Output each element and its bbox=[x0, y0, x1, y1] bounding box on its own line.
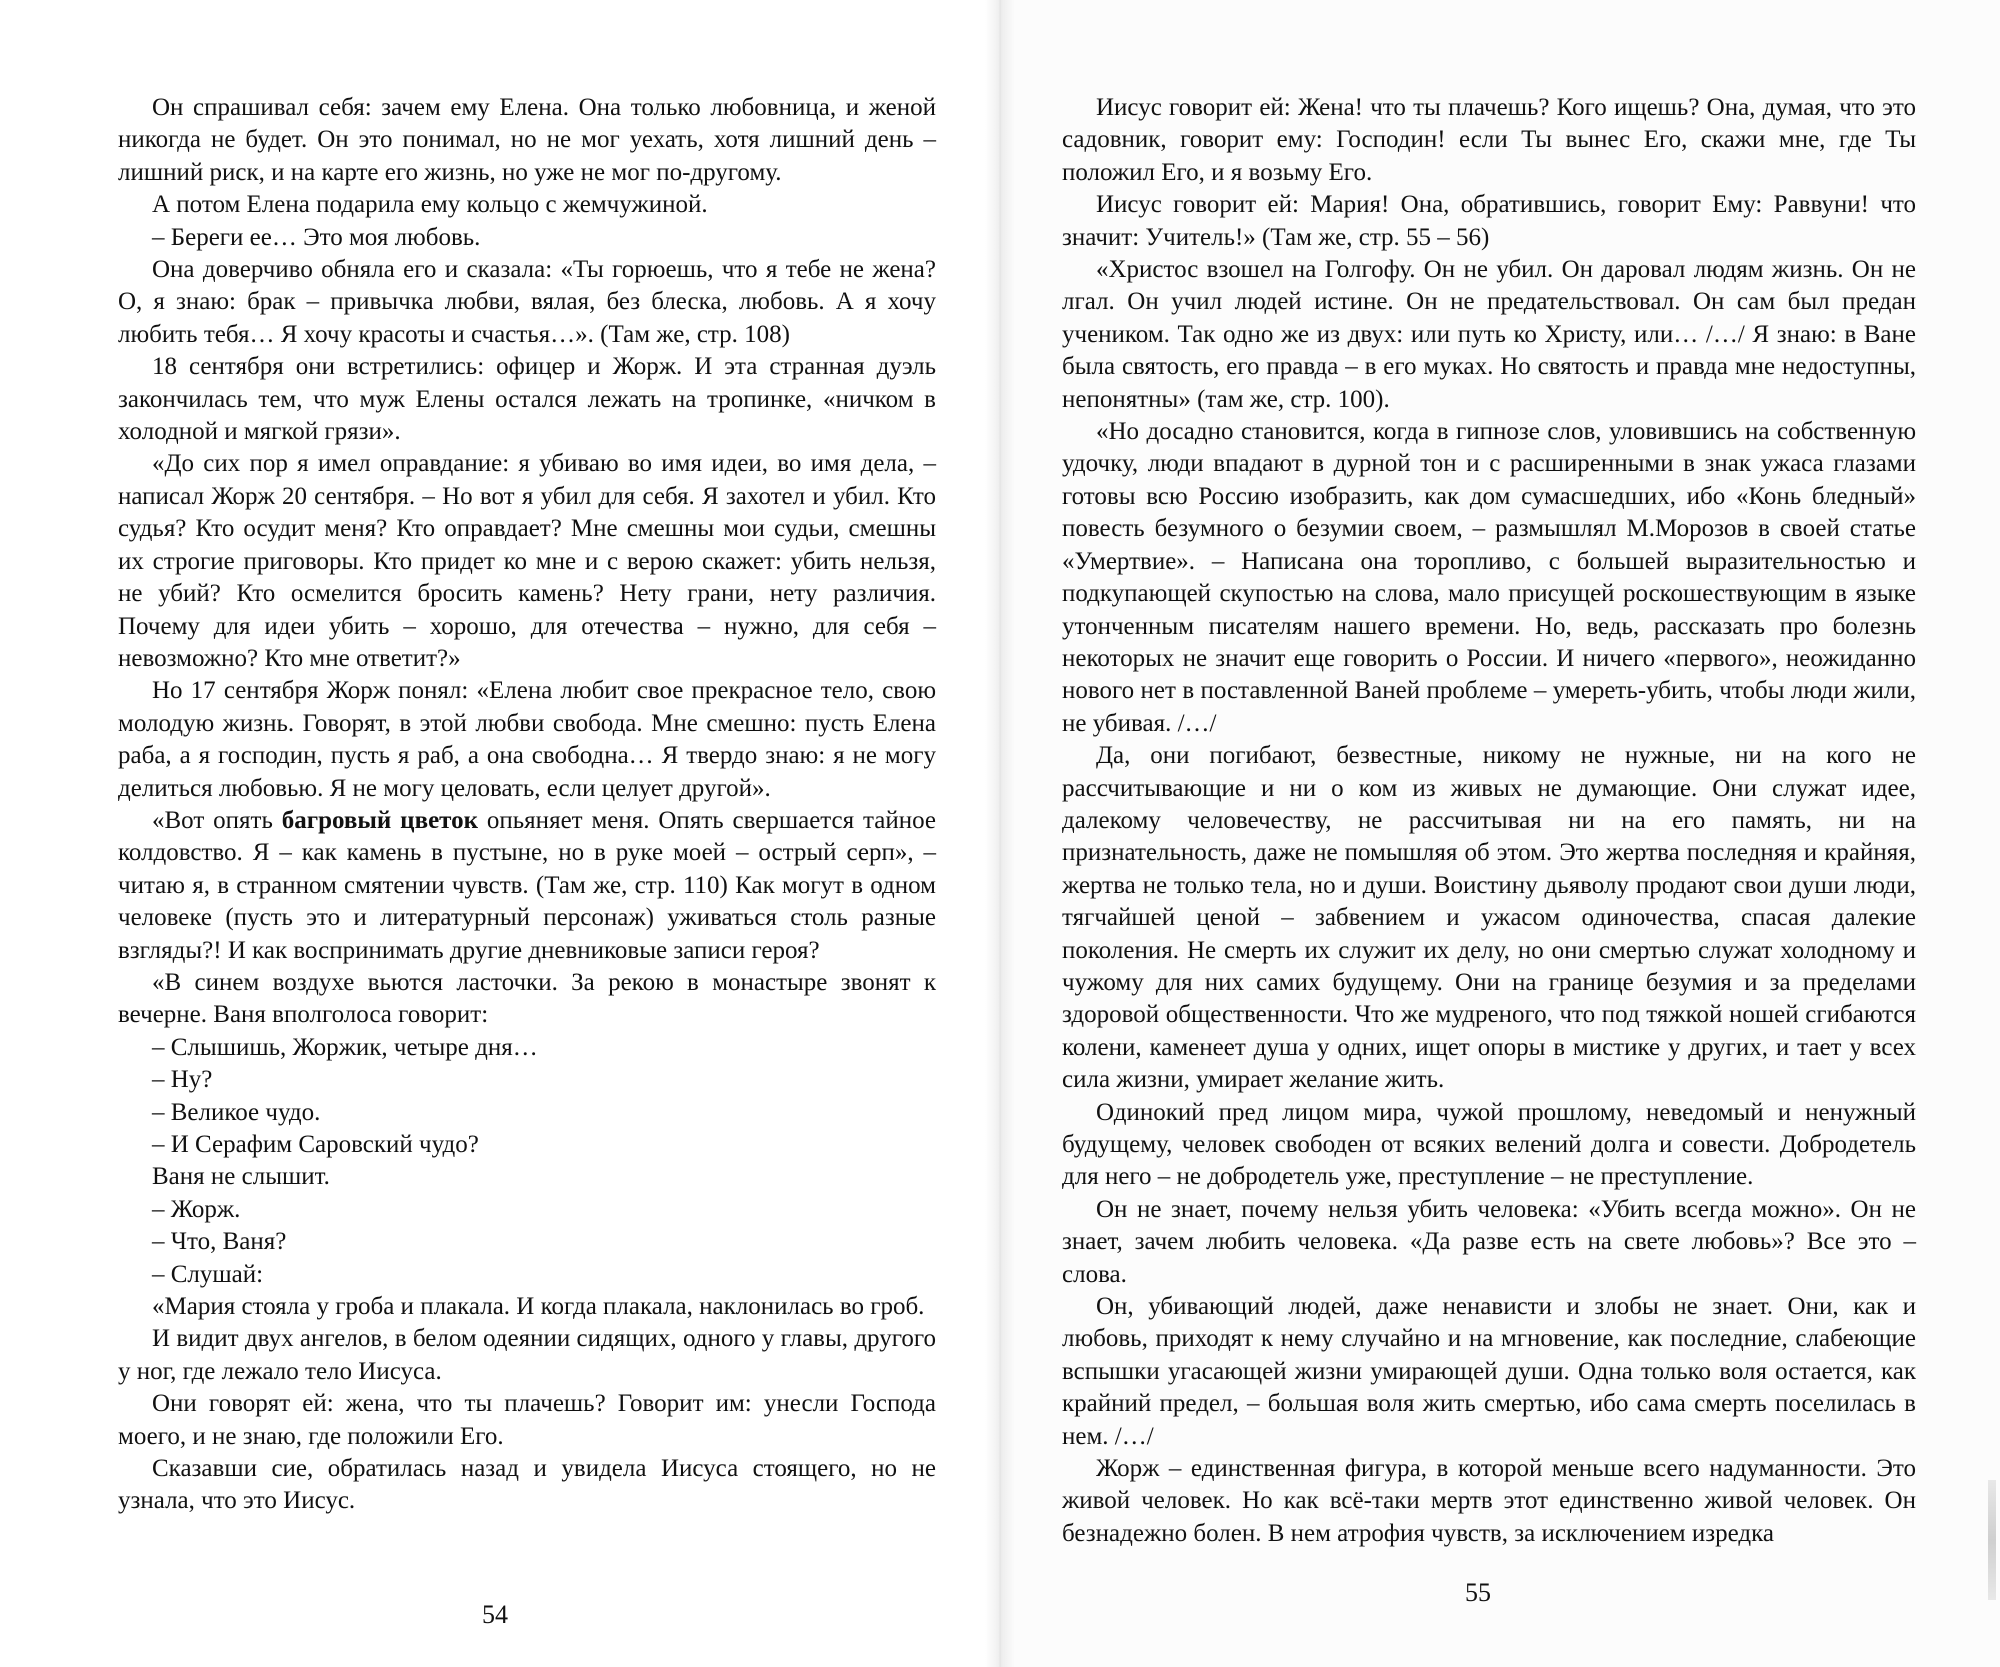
paragraph: Но 17 сентября Жорж понял: «Елена любит свое прекрасное тело, свою молодую жизнь. Говорят, в этой любви свобода. Мне смешно: пусть Елена раба, а я господин, пусть я раб, а она свободна… Я твердо знаю: я не могу делиться любовью. Я не могу целовать, если целует другой». bbox=[118, 677, 936, 802]
dialogue-line: – И Серафим Саровский чудо? bbox=[152, 1131, 479, 1158]
paragraph: – Береги ее… Это моя любовь. bbox=[152, 223, 481, 251]
dialogue-line: – Великое чудо. bbox=[152, 1098, 321, 1126]
paragraph: Да, они погибают, безвестные, никому не нужные, ни на кого не рассчитывающие и ни о ком из живых не думающие. Они служат идее, далекому человечеству, не рассчитывая ни на его память, ни на признательность, даже не помышляя об этом. Это жертва последняя и крайняя, жертва не только тела, но и души. Воистину дьяволу продают свои души люди, тягчайшей ценой – забвением и ужасом одиночества, спасая далекие поколения. Не смерть их служит их делу, но они смертью служат холодному и чужому для них самих будущему. Они на границе безумия и за пределами здоровой общественности. Что же мудреного, что под тяжкой ношей сгибаются колени, каменеет душа у одних, ищет опоры в мистике у других, и тает у всех сила жизни, умирает желание жить. bbox=[1062, 742, 1916, 1094]
dialogue-line: Ваня не слышит. bbox=[152, 1163, 330, 1191]
paragraph: «Христос взошел на Голгофу. Он не убил. Он даровал людям жизнь. Он не лгал. Он учил людей истине. Он не предательствовал. Он сам был предан учеником. Так одно же из двух: или путь ко Христу, или… /…/ Я знаю: в Ване была святость, его правда – в его муках. Но святость и правда мне недоступны, непонятны» (там же, стр. 100). bbox=[1062, 256, 1916, 413]
page-number: 55 bbox=[1465, 1578, 1491, 1607]
right-page-text bbox=[1062, 92, 1916, 1550]
paragraph: Она доверчиво обняла его и сказала: «Ты горюешь, что я тебе не жена? О, я знаю: брак – привычка любви, вялая, без блеска, любовь. А я хочу любить тебя… Я хочу красоты и счастья…». (Там же, стр. 108) bbox=[118, 256, 936, 348]
paragraph: Иисус говорит ей: Жена! что ты плачешь? Кого ищешь? Она, думая, что это садовник, говорит ему: Господин! если Ты вынес Его, скажи мне, где Ты положил Его, и я возьму Его. bbox=[1062, 94, 1916, 186]
paragraph: Он спрашивал себя: зачем ему Елена. Она только любовница, и женой никогда не будет. Он это понимал, но не мог уехать, хотя лишний день – лишний риск, и на карте его жизнь, но уже не мог по-другому. bbox=[118, 94, 936, 186]
paragraph-quote bbox=[118, 805, 936, 967]
paragraph: «Мария стояла у гроба и плакала. И когда плакала, наклонилась во гроб. bbox=[152, 1293, 925, 1321]
dialogue-line: – Что, Ваня? bbox=[152, 1228, 287, 1256]
dialogue-line: – Жорж. bbox=[152, 1195, 241, 1223]
paragraph: Одинокий пред лицом мира, чужой прошлому, неведомый и ненужный будущему, человек свободен от всяких велений долга и совести. Добродетель для него – не добродетель уже, преступление – не преступление. bbox=[1062, 1098, 1916, 1191]
page-edge-shadow bbox=[1988, 1480, 1996, 1600]
paragraph: Иисус говорит ей: Мария! Она, обратившись, говорит Ему: Раввуни! что значит: Учитель!» (Там же, стр. 55 – 56) bbox=[1062, 191, 1916, 251]
paragraph: Он, убивающий людей, даже ненависти и злобы не знает. Они, как и любовь, приходят к нему случайно и на мгновение, как последние, слабеющие вспышки угасающей жизни умирающей души. Одна только воля остается, как крайний предел, – большая воля жить смертью, ибо сама смерть поселилась в нем. /…/ bbox=[1062, 1293, 1916, 1450]
right-page bbox=[1000, 0, 2000, 1667]
paragraph: «В синем воздухе вьются ласточки. За рекою в монастыре звонят к вечерне. Ваня вполголоса говорит: bbox=[118, 968, 936, 1029]
paragraph: «До сих пор я имел оправдание: я убиваю во имя идеи, во имя дела, – написал Жорж 20 сентября. – Но вот я убил для себя. Я захотел и убил. Кто судья? Кто осудит меня? Кто оправдает? Мне смешны мои судьи, смешны их строгие приговоры. Кто придет ко мне и с верою скажет: убить нельзя, не убий? Кто осмелится бросить камень? Нету грани, нету различия. Почему для идеи убить – хорошо, для отечества – нужно, для себя – невозможно? Кто мне ответит?» bbox=[118, 450, 936, 672]
page-number: 54 bbox=[482, 1600, 508, 1629]
dialogue-line: – Ну? bbox=[152, 1066, 213, 1094]
quote-end: опьяняет меня. Опять свершается тайное колдовство. Я – как камень в пустыне, но в руке моей – острый серп», – читаю я, в странном смятении чувств. (Там же, стр. 110) bbox=[118, 806, 936, 899]
book-gutter bbox=[985, 0, 1015, 1667]
paragraph: Он не знает, почему нельзя убить человека: «Убить всегда можно». Он не знает, зачем любить человека. «Да разве есть на свете любовь»? Все это – слова. bbox=[1062, 1195, 1916, 1288]
dialogue-line: – Слышишь, Жоржик, четыре дня… bbox=[152, 1033, 538, 1061]
paragraph: И видит двух ангелов, в белом одеянии сидящих, одного у главы, другого у ног, где лежало тело Иисуса. bbox=[118, 1325, 936, 1385]
paragraph: Жорж – единственная фигура, в которой меньше всего надуманности. Это живой человек. Но как всё-таки мертв этот единственно живой человек. Он безнадежно болен. В нем атрофия чувств, за исключением изредка bbox=[1062, 1455, 1916, 1547]
paragraph: «Но досадно становится, когда в гипнозе слов, уловившись на собственную удочку, люди впадают в дурной тон и с расширенными в знак ужаса глазами готовы всю Россию изобразить, как дом сумасшедших, ибо «Конь бледный» повесть безумного о безумии своем, – размышлял М.Морозов в своей статье «Умертвие». – Написана она торопливо, с большей выразительностью и подкупающей скупостью на слова, мало присущей роскошествующим в языке утонченным писателям нашего времени. Но, ведь, рассказать про болезнь некоторых не значит еще говорить о России. И ничего «первого», неожиданно нового нет в поставленной Ваней проблеме – умереть-убить, чтобы люди жили, не убивая. /…/ bbox=[1062, 418, 1916, 737]
left-page-text bbox=[118, 92, 936, 1518]
paragraph: 18 сентября они встретились: офицер и Жорж. И эта странная дуэль закончилась тем, что муж Елены остался лежать на тропинке, «ничком в холодной и мягкой грязи». bbox=[118, 353, 936, 446]
paragraph: Сказавши сие, обратилась назад и увидела Иисуса стоящего, но не узнала, что это Иисус. bbox=[118, 1455, 936, 1515]
dialogue-line: – Слушай: bbox=[152, 1260, 264, 1288]
quote-start: «Вот опять bbox=[152, 806, 282, 834]
paragraph: Они говорят ей: жена, что ты плачешь? Говорит им: унесли Господа моего, и не знаю, где положили Его. bbox=[118, 1390, 936, 1450]
paragraph: А потом Елена подарила ему кольцо с жемчужиной. bbox=[152, 191, 708, 219]
quote-followup: Как могут в одном человеке (пусть это и литературный персонаж) уживаться столь разные взгляды?! И как воспринимать другие дневниковые записи героя? bbox=[118, 871, 936, 964]
bold-phrase: багровый цветок bbox=[281, 806, 479, 834]
